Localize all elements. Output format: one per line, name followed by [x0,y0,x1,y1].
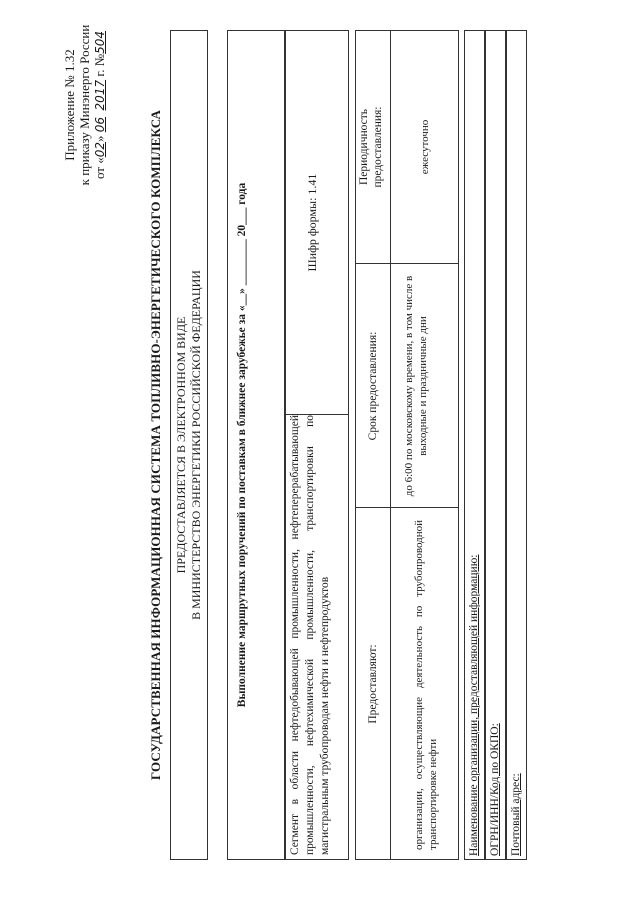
handwritten-number: 504 [93,30,107,54]
appendix-order: к приказу Минэнерго России [77,24,92,186]
handwritten-day: 02 [93,141,107,158]
footer-org-name: Наименование организации, предоставляющей информацию: [464,30,485,860]
footer-ogrn: ОГРН/ИНН/Код по ОКПО: [485,30,506,860]
table-header-cell: Срок предоставления: [367,331,379,441]
segment-text: Сегмент в области нефтедобывающей промышленности, нефтеперерабатывающей промышленности, нефтехимической промышленности, транспортировки по магистральным трубопроводам нефти и нефтепродуктов [289,415,331,855]
appendix-date: от «02» 06 2017 г. №504 [92,30,107,180]
table-header-cell: Периодичность предоставления: [358,106,384,188]
provided-notice: ПРЕДОСТАВЛЯЕТСЯ В ЭЛЕКТРОННОМ ВИДЕ В МИНИСТЕРСТВО ЭНЕРГЕТИКИ РОССИЙСКОЙ ФЕДЕРАЦИИ [170,30,208,860]
appendix-number: Приложение № 1.32 [62,49,77,161]
table-cell: до 6:00 по московскому времени, в том числе в выходные и праздничные дни [403,275,429,497]
form-title: Выполнение маршрутных поручений по поставкам в ближнее зарубежье за «__» ________ 20___ года [236,182,248,708]
table-cell: организации, осуществляющие деятельность по трубопроводной транспортировке нефти [413,520,439,850]
table-header-cell: Предоставляют: [367,644,379,724]
handwritten-month: 06 [93,116,107,133]
form-code: Шифр формы: 1.41 [305,173,319,272]
table-header-divider [390,30,391,860]
table-cell: ежесуточно [419,119,431,175]
page-title: ГОСУДАРСТВЕННАЯ ИНФОРМАЦИОННАЯ СИСТЕМА ТОПЛИВНО-ЭНЕРГЕТИЧЕСКОГО КОМПЛЕКСА [148,109,163,781]
handwritten-year: 2017 [93,79,107,111]
footer-address: Почтовый адрес: [506,30,527,860]
appendix-block [62,5,108,205]
